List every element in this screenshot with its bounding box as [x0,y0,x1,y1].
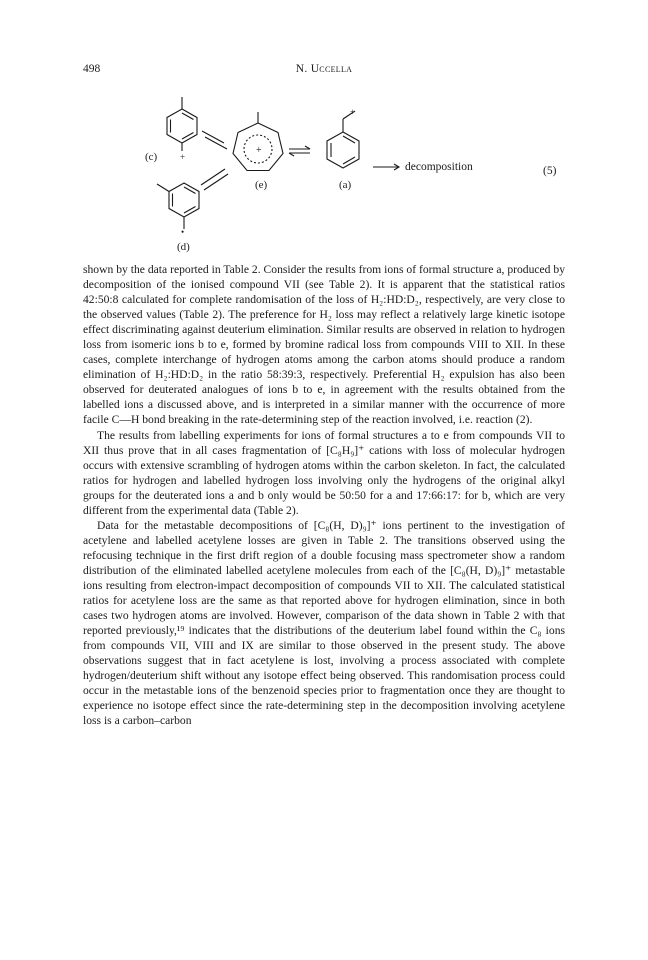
running-head-author: N. Uccella [295,63,353,75]
reaction-scheme [83,88,565,258]
paragraph-2: The results from labelling experiments for ions of formal structures a to e from compounds VII to XII thus prove that in all cases fragmentation of [C₈H₉]⁺ cations with loss of molecular hydrogen occurs with extensive scrambling of hydrogen atoms within the carbon skeleton. In fact, the calculated ratios for hydrogen and labelled hydrogen loss involving only the hydrogens of the original alkyl groups for the deuterated ions a and b only would be 50:50 for a and 17:66:17: for b, which are very different from the experimental data (Table 2). [83,428,565,517]
charge-a: + [350,107,356,117]
equilibrium-arrow-d-e [201,169,228,190]
equation-number: (5) [543,165,557,177]
paragraph-3: Data for the metastable decompositions of [C₈(H, D)₉]⁺ ions pertinent to the investigation of acetylene and labelled acetylene losses are given in Table 2. The transitions observed using the refocusing technique in the first drift region of a double focusing mass spectrometer show a random distribution of the eliminated labelled acetylene molecules from each of the [C₈(H, D)₉]⁺ metastable ions resulting from electron-impact decomposition of compounds VII to XII. The calculated statistical ratios for acetylene loss are the same as that reported above for hydrogen elimination, since in both cases two hydrogen atoms are involved. However, comparison of the data shown in Table 2 with that reported previously,¹⁹ indicates that the distributions of the deuterium label found within the C₈ ions from compounds VII, VIII and IX are similar to those observed in the present study. The above observations suggest that in fact acetylene is lost, involving a process associated with complete hydrogen/deuterium shift without any isotope effect being observed. This randomisation process could occur in the metastable ions of the benzenoid species prior to fragmentation once they are thought to experience no isotope effect since the rate-determining step in the decomposition involving acetylene loss is a carbon–carbon [83,518,565,728]
decomposition-arrow [373,164,399,170]
ring-e [233,112,283,171]
reaction-scheme-drawing [83,88,565,258]
label-c: (c) [145,151,158,163]
equilibrium-arrow-c-e [202,131,227,149]
equilibrium-arrow-e-a [289,146,310,156]
running-header [83,63,565,79]
page-number: 498 [83,63,101,75]
charge-c: + [180,152,186,162]
charge-e: + [256,145,262,156]
body-text [83,262,565,728]
decomposition-label: decomposition [405,161,473,173]
label-e: (e) [255,179,268,191]
ring-d [157,183,199,229]
charge-d: • [181,227,185,237]
label-d: (d) [177,241,190,253]
paragraph-1: shown by the data reported in Table 2. Consider the results from ions of formal structure a, produced by decomposition of the ionised compound VII (see Table 2). It is apparent that the statistical ratios 42:50:8 calculated for complete randomisation of the loss of H₂:HD:D₂, respectively, are very close to the observed values (Table 2). The preference for H₂ loss may reflect a relatively large kinetic isotope effect discriminating against deuterium elimination. Similar results are observed in relation to hydrogen loss from isomeric ions b to e, formed by bromine radical loss from compounds VIII to XII. In these cases, complete interchange of hydrogen atoms among the carbon atoms should produce a random elimination of H₂:HD:D₂ in the ratio 58:39:3, respectively. Preferential H₂ expulsion has also been observed for deuterated analogues of ions b to e, in agreement with the results obtained from the labelled ions a discussed above, and is interpreted in a similar manner with the occurrence of more facile C—H bond breaking in the rate-determining step of the reaction involved, i.e. reaction (2). [83,263,565,427]
ring-a [327,111,359,168]
label-a: (a) [339,179,352,191]
ring-c [167,97,197,151]
